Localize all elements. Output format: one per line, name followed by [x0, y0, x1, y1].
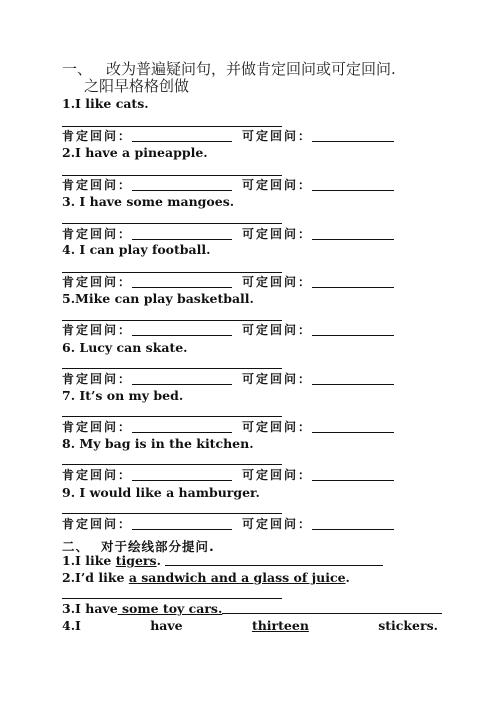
- positive-answer-label: 肯定回问：: [62, 323, 133, 337]
- question-5: 5.Mike can play basketball.: [62, 291, 254, 306]
- negative-answer-label: 可定回问：: [242, 227, 313, 241]
- part2-item-2-answer-line[interactable]: [62, 598, 282, 599]
- part2-item-1-underlined: tigers: [115, 553, 157, 568]
- question-4-rewrite-line[interactable]: [62, 272, 282, 273]
- part2-item-3-underlined: some toy cars.: [117, 601, 223, 616]
- positive-answer-label: 肯定回问：: [62, 129, 133, 143]
- section-1-title: [62, 61, 462, 95]
- question-9: 9. I would like a hamburger.: [62, 485, 260, 500]
- part2-item-4-word-4: stickers.: [378, 618, 438, 633]
- negative-answer-label: 可定回问：: [242, 178, 313, 192]
- question-6-rewrite-line[interactable]: [62, 368, 282, 369]
- positive-answer-blank[interactable]: [132, 468, 232, 481]
- question-6-answers: [62, 371, 412, 387]
- question-5-answers: [62, 322, 412, 338]
- positive-answer-blank[interactable]: [132, 129, 232, 142]
- negative-answer-blank[interactable]: [312, 517, 394, 530]
- negative-answer-label: 可定回问：: [242, 323, 313, 337]
- question-9-answers: [62, 516, 412, 532]
- negative-answer-label: 可定回问：: [242, 420, 313, 434]
- negative-answer-blank[interactable]: [312, 178, 394, 191]
- part2-item-2-prefix: 2.I’d like: [62, 570, 129, 585]
- negative-answer-blank[interactable]: [312, 227, 394, 240]
- question-6: 6. Lucy can skate.: [62, 340, 188, 355]
- negative-answer-label: 可定回问：: [242, 129, 313, 143]
- positive-answer-blank[interactable]: [132, 227, 232, 240]
- negative-answer-blank[interactable]: [312, 323, 394, 336]
- part2-item-2: [62, 570, 350, 585]
- positive-answer-label: 肯定回问：: [62, 178, 133, 192]
- negative-answer-blank[interactable]: [312, 372, 394, 385]
- negative-answer-label: 可定回问：: [242, 517, 313, 531]
- positive-answer-label: 肯定回问：: [62, 275, 133, 289]
- part2-item-4-word-3-underlined: thirteen: [251, 618, 309, 633]
- question-9-rewrite-line[interactable]: [62, 513, 282, 514]
- question-8-rewrite-line[interactable]: [62, 464, 282, 465]
- positive-answer-label: 肯定回问：: [62, 468, 133, 482]
- question-3-rewrite-line[interactable]: [62, 223, 282, 224]
- question-2-answers: [62, 177, 412, 193]
- positive-answer-label: 肯定回问：: [62, 372, 133, 386]
- positive-answer-label: 肯定回问：: [62, 517, 133, 531]
- part2-item-1-suffix: .: [156, 553, 161, 568]
- part2-item-1-answer-blank[interactable]: [165, 553, 383, 566]
- positive-answer-blank[interactable]: [132, 178, 232, 191]
- part2-item-1-prefix: 1.I like: [62, 553, 116, 568]
- question-2-rewrite-line[interactable]: [62, 175, 282, 176]
- negative-answer-blank[interactable]: [312, 275, 394, 288]
- question-7: 7. It’s on my bed.: [62, 388, 184, 403]
- positive-answer-label: 肯定回问：: [62, 420, 133, 434]
- question-2: 2.I have a pineapple.: [62, 145, 208, 160]
- question-5-rewrite-line[interactable]: [62, 320, 282, 321]
- part2-item-1: [62, 553, 383, 568]
- negative-answer-label: 可定回问：: [242, 372, 313, 386]
- negative-answer-blank[interactable]: [312, 420, 394, 433]
- positive-answer-blank[interactable]: [132, 517, 232, 530]
- part2-item-3-answer-blank[interactable]: [222, 601, 442, 614]
- part2-item-2-underlined: a sandwich and a glass of juice: [128, 570, 346, 585]
- question-1-answers: [62, 128, 412, 144]
- section-1-subtitle: 之阳早格格创做: [84, 77, 190, 95]
- section-1-instruction: 改为普遍疑问句，并做肯定回问或可定回问.: [106, 60, 396, 78]
- part2-item-4-word-1: 4.I: [62, 618, 81, 633]
- negative-answer-label: 可定回问：: [242, 468, 313, 482]
- positive-answer-blank[interactable]: [132, 420, 232, 433]
- negative-answer-label: 可定回问：: [242, 275, 313, 289]
- negative-answer-blank[interactable]: [312, 468, 394, 481]
- positive-answer-blank[interactable]: [132, 275, 232, 288]
- question-8-answers: [62, 467, 412, 483]
- question-4-answers: [62, 274, 412, 290]
- section-2-number: 二、: [62, 539, 90, 554]
- question-1-rewrite-line[interactable]: [62, 126, 282, 127]
- question-7-answers: [62, 419, 412, 435]
- positive-answer-blank[interactable]: [132, 372, 232, 385]
- part2-item-4: [62, 618, 438, 633]
- positive-answer-blank[interactable]: [132, 323, 232, 336]
- part2-item-3-prefix: 3.I have: [62, 601, 118, 616]
- question-4: 4. I can play football.: [62, 242, 211, 257]
- part2-item-2-suffix: .: [345, 570, 350, 585]
- question-1: 1.I like cats.: [62, 96, 149, 111]
- section-1-number: 一、: [62, 60, 93, 78]
- question-3: 3. I have some mangoes.: [62, 194, 235, 209]
- section-2-instruction: 对于绘线部分提问.: [101, 539, 215, 554]
- negative-answer-blank[interactable]: [312, 129, 394, 142]
- positive-answer-label: 肯定回问：: [62, 227, 133, 241]
- question-8: 8. My bag is in the kitchen.: [62, 436, 254, 451]
- part2-item-3: [62, 601, 442, 616]
- question-3-answers: [62, 226, 412, 242]
- question-7-rewrite-line[interactable]: [62, 416, 282, 417]
- part2-item-4-word-2: have: [150, 618, 183, 633]
